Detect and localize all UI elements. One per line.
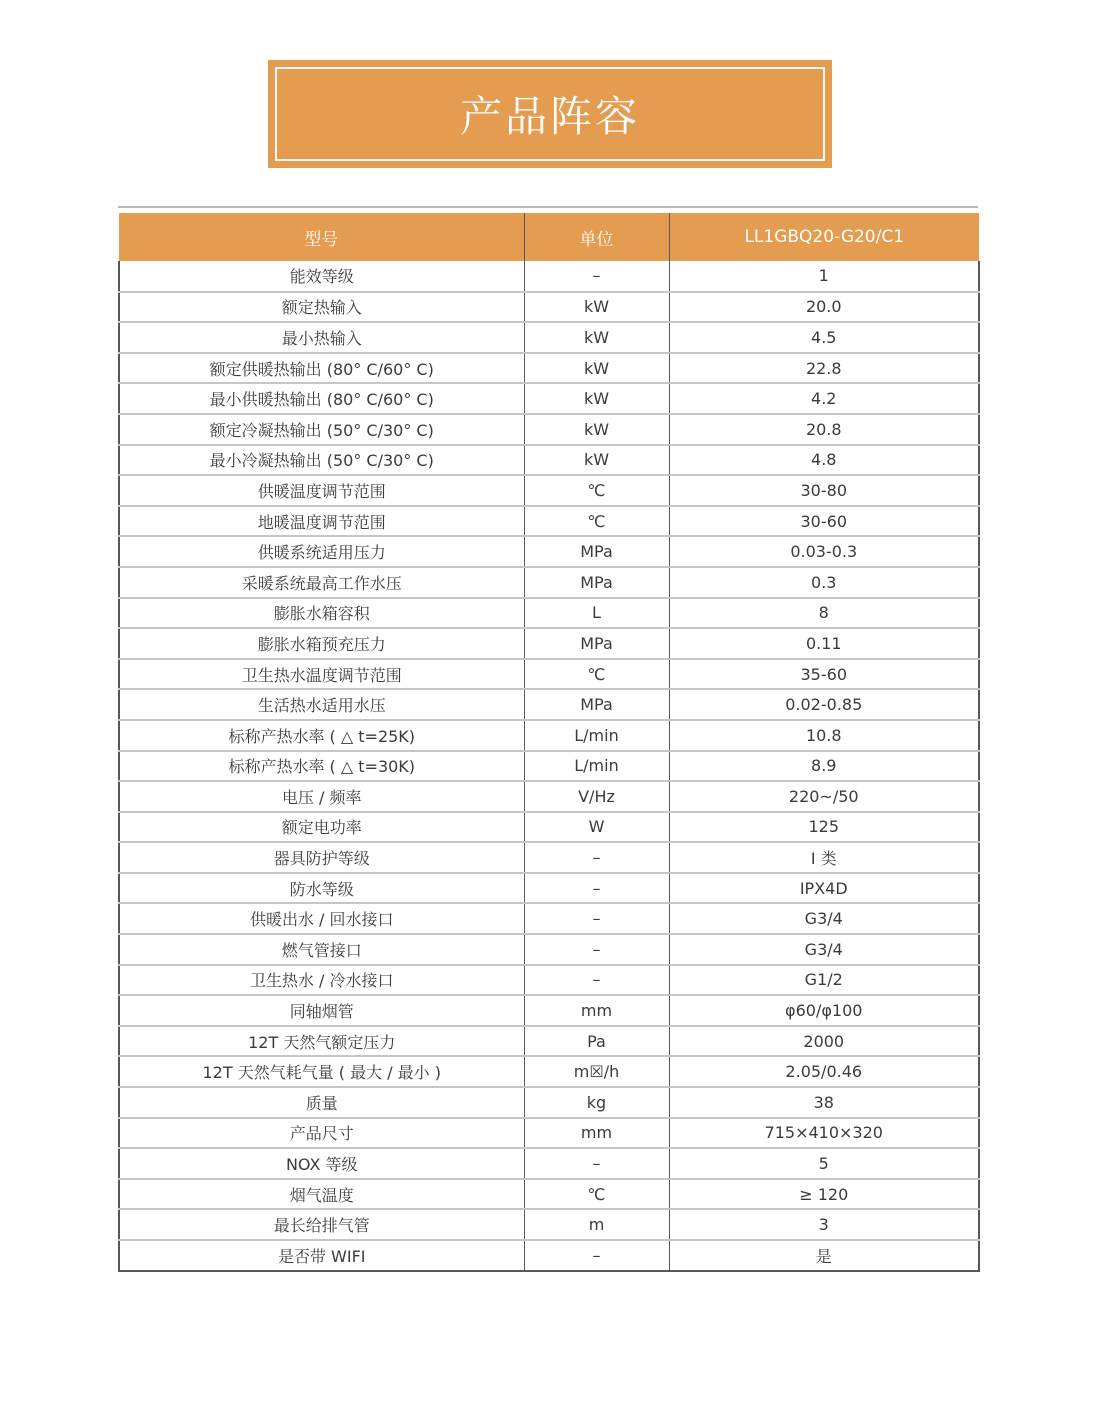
cell-value: 1 xyxy=(669,261,979,292)
cell-label: 器具防护等级 xyxy=(119,842,524,873)
cell-unit: – xyxy=(524,842,669,873)
cell-label: 最小冷凝热输出 (50° C/30° C) xyxy=(119,445,524,476)
table-row xyxy=(119,1240,979,1271)
table-row xyxy=(119,1026,979,1057)
table-row xyxy=(119,1179,979,1210)
cell-unit: L xyxy=(524,598,669,629)
cell-unit: mm xyxy=(524,1118,669,1149)
cell-label: 生活热水适用水压 xyxy=(119,689,524,720)
cell-unit: – xyxy=(524,873,669,904)
table-row xyxy=(119,628,979,659)
cell-label: 标称产热水率 ( △ t=30K) xyxy=(119,751,524,782)
cell-label: 膨胀水箱预充压力 xyxy=(119,628,524,659)
cell-label: 额定热输入 xyxy=(119,292,524,323)
cell-label: 最长给排气管 xyxy=(119,1209,524,1240)
table-row xyxy=(119,995,979,1026)
cell-label: 供暖出水 / 回水接口 xyxy=(119,903,524,934)
cell-value: 2.05/0.46 xyxy=(669,1056,979,1087)
table-row xyxy=(119,903,979,934)
table-row xyxy=(119,1087,979,1118)
cell-value: 20.8 xyxy=(669,414,979,445)
page-title: 产品阵容 xyxy=(459,92,640,141)
table-row xyxy=(119,414,979,445)
cell-unit: – xyxy=(524,261,669,292)
cell-value: 30-60 xyxy=(669,506,979,537)
cell-unit: kW xyxy=(524,445,669,476)
cell-label: 最小供暖热输出 (80° C/60° C) xyxy=(119,383,524,414)
banner-inner-frame xyxy=(275,67,825,161)
cell-label: 标称产热水率 ( △ t=25K) xyxy=(119,720,524,751)
cell-unit: kW xyxy=(524,292,669,323)
table-row xyxy=(119,353,979,384)
table-row xyxy=(119,873,979,904)
cell-value: 125 xyxy=(669,812,979,843)
cell-label: 产品尺寸 xyxy=(119,1118,524,1149)
cell-unit: MPa xyxy=(524,628,669,659)
spec-table-container xyxy=(118,206,978,1272)
cell-unit: W xyxy=(524,812,669,843)
cell-unit: ℃ xyxy=(524,659,669,690)
table-row xyxy=(119,781,979,812)
table-row xyxy=(119,322,979,353)
cell-value: 5 xyxy=(669,1148,979,1179)
cell-value: 8 xyxy=(669,598,979,629)
cell-label: 卫生热水 / 冷水接口 xyxy=(119,965,524,996)
cell-value: 0.11 xyxy=(669,628,979,659)
cell-label: 12T 天然气耗气量 ( 最大 / 最小 ) xyxy=(119,1056,524,1087)
cell-unit: kW xyxy=(524,353,669,384)
header-model-column: 型号 xyxy=(119,213,524,261)
cell-value: 3 xyxy=(669,1209,979,1240)
cell-unit: kW xyxy=(524,322,669,353)
table-row xyxy=(119,1148,979,1179)
cell-label: 烟气温度 xyxy=(119,1179,524,1210)
cell-value: G3/4 xyxy=(669,903,979,934)
cell-label: 地暖温度调节范围 xyxy=(119,506,524,537)
cell-unit: ℃ xyxy=(524,506,669,537)
table-row xyxy=(119,1056,979,1087)
table-row xyxy=(119,383,979,414)
cell-label: NOX 等级 xyxy=(119,1148,524,1179)
cell-label: 膨胀水箱容积 xyxy=(119,598,524,629)
cell-value: φ60/φ100 xyxy=(669,995,979,1026)
cell-value: 8.9 xyxy=(669,751,979,782)
table-row xyxy=(119,659,979,690)
cell-unit: Pa xyxy=(524,1026,669,1057)
cell-label: 质量 xyxy=(119,1087,524,1118)
cell-value: 4.2 xyxy=(669,383,979,414)
table-top-rule xyxy=(118,206,978,208)
table-row xyxy=(119,506,979,537)
table-row xyxy=(119,445,979,476)
cell-value: G3/4 xyxy=(669,934,979,965)
cell-label: 卫生热水温度调节范围 xyxy=(119,659,524,690)
table-header-row xyxy=(119,213,979,261)
cell-unit: – xyxy=(524,1240,669,1271)
table-row xyxy=(119,1209,979,1240)
table-row xyxy=(119,567,979,598)
cell-label: 额定冷凝热输出 (50° C/30° C) xyxy=(119,414,524,445)
table-row xyxy=(119,751,979,782)
cell-label: 供暖系统适用压力 xyxy=(119,536,524,567)
cell-unit: V/Hz xyxy=(524,781,669,812)
cell-value: G1/2 xyxy=(669,965,979,996)
cell-value: 35-60 xyxy=(669,659,979,690)
cell-unit: L/min xyxy=(524,720,669,751)
cell-unit: – xyxy=(524,934,669,965)
cell-unit: – xyxy=(524,965,669,996)
table-row xyxy=(119,720,979,751)
cell-value: 0.02-0.85 xyxy=(669,689,979,720)
cell-unit: kW xyxy=(524,414,669,445)
cell-value: 10.8 xyxy=(669,720,979,751)
table-row xyxy=(119,598,979,629)
section-title-banner xyxy=(268,60,832,168)
spec-table xyxy=(118,213,980,1272)
cell-label: 能效等级 xyxy=(119,261,524,292)
cell-label: 电压 / 频率 xyxy=(119,781,524,812)
table-row xyxy=(119,536,979,567)
cell-label: 防水等级 xyxy=(119,873,524,904)
cell-value: 715×410×320 xyxy=(669,1118,979,1149)
cell-unit: – xyxy=(524,903,669,934)
cell-unit: ℃ xyxy=(524,1179,669,1210)
cell-value: ≥ 120 xyxy=(669,1179,979,1210)
table-row xyxy=(119,475,979,506)
cell-unit: MPa xyxy=(524,567,669,598)
cell-unit: kW xyxy=(524,383,669,414)
spec-table-body xyxy=(119,261,979,1271)
table-row xyxy=(119,812,979,843)
table-row xyxy=(119,965,979,996)
cell-label: 是否带 WIFI xyxy=(119,1240,524,1271)
cell-unit: ℃ xyxy=(524,475,669,506)
cell-label: 燃气管接口 xyxy=(119,934,524,965)
cell-unit: m☒/h xyxy=(524,1056,669,1087)
cell-value: 4.5 xyxy=(669,322,979,353)
cell-label: 12T 天然气额定压力 xyxy=(119,1026,524,1057)
table-row xyxy=(119,261,979,292)
cell-unit: MPa xyxy=(524,689,669,720)
cell-value: 2000 xyxy=(669,1026,979,1057)
cell-label: 供暖温度调节范围 xyxy=(119,475,524,506)
header-unit-column: 单位 xyxy=(524,213,669,261)
cell-value: 38 xyxy=(669,1087,979,1118)
cell-unit: kg xyxy=(524,1087,669,1118)
table-row xyxy=(119,842,979,873)
cell-value: 0.3 xyxy=(669,567,979,598)
cell-label: 采暖系统最高工作水压 xyxy=(119,567,524,598)
cell-value: 0.03-0.3 xyxy=(669,536,979,567)
cell-value: 22.8 xyxy=(669,353,979,384)
cell-label: 额定电功率 xyxy=(119,812,524,843)
cell-value: IPX4D xyxy=(669,873,979,904)
cell-value: 220~/50 xyxy=(669,781,979,812)
table-row xyxy=(119,689,979,720)
cell-unit: mm xyxy=(524,995,669,1026)
cell-value: I 类 xyxy=(669,842,979,873)
cell-unit: MPa xyxy=(524,536,669,567)
cell-unit: L/min xyxy=(524,751,669,782)
table-row xyxy=(119,1118,979,1149)
cell-label: 同轴烟管 xyxy=(119,995,524,1026)
cell-unit: – xyxy=(524,1148,669,1179)
table-row xyxy=(119,292,979,323)
header-value-column: LL1GBQ20-G20/C1 xyxy=(669,213,979,261)
cell-value: 20.0 xyxy=(669,292,979,323)
cell-value: 4.8 xyxy=(669,445,979,476)
cell-value: 30-80 xyxy=(669,475,979,506)
cell-value: 是 xyxy=(669,1240,979,1271)
cell-unit: m xyxy=(524,1209,669,1240)
cell-label: 额定供暖热输出 (80° C/60° C) xyxy=(119,353,524,384)
cell-label: 最小热输入 xyxy=(119,322,524,353)
table-row xyxy=(119,934,979,965)
